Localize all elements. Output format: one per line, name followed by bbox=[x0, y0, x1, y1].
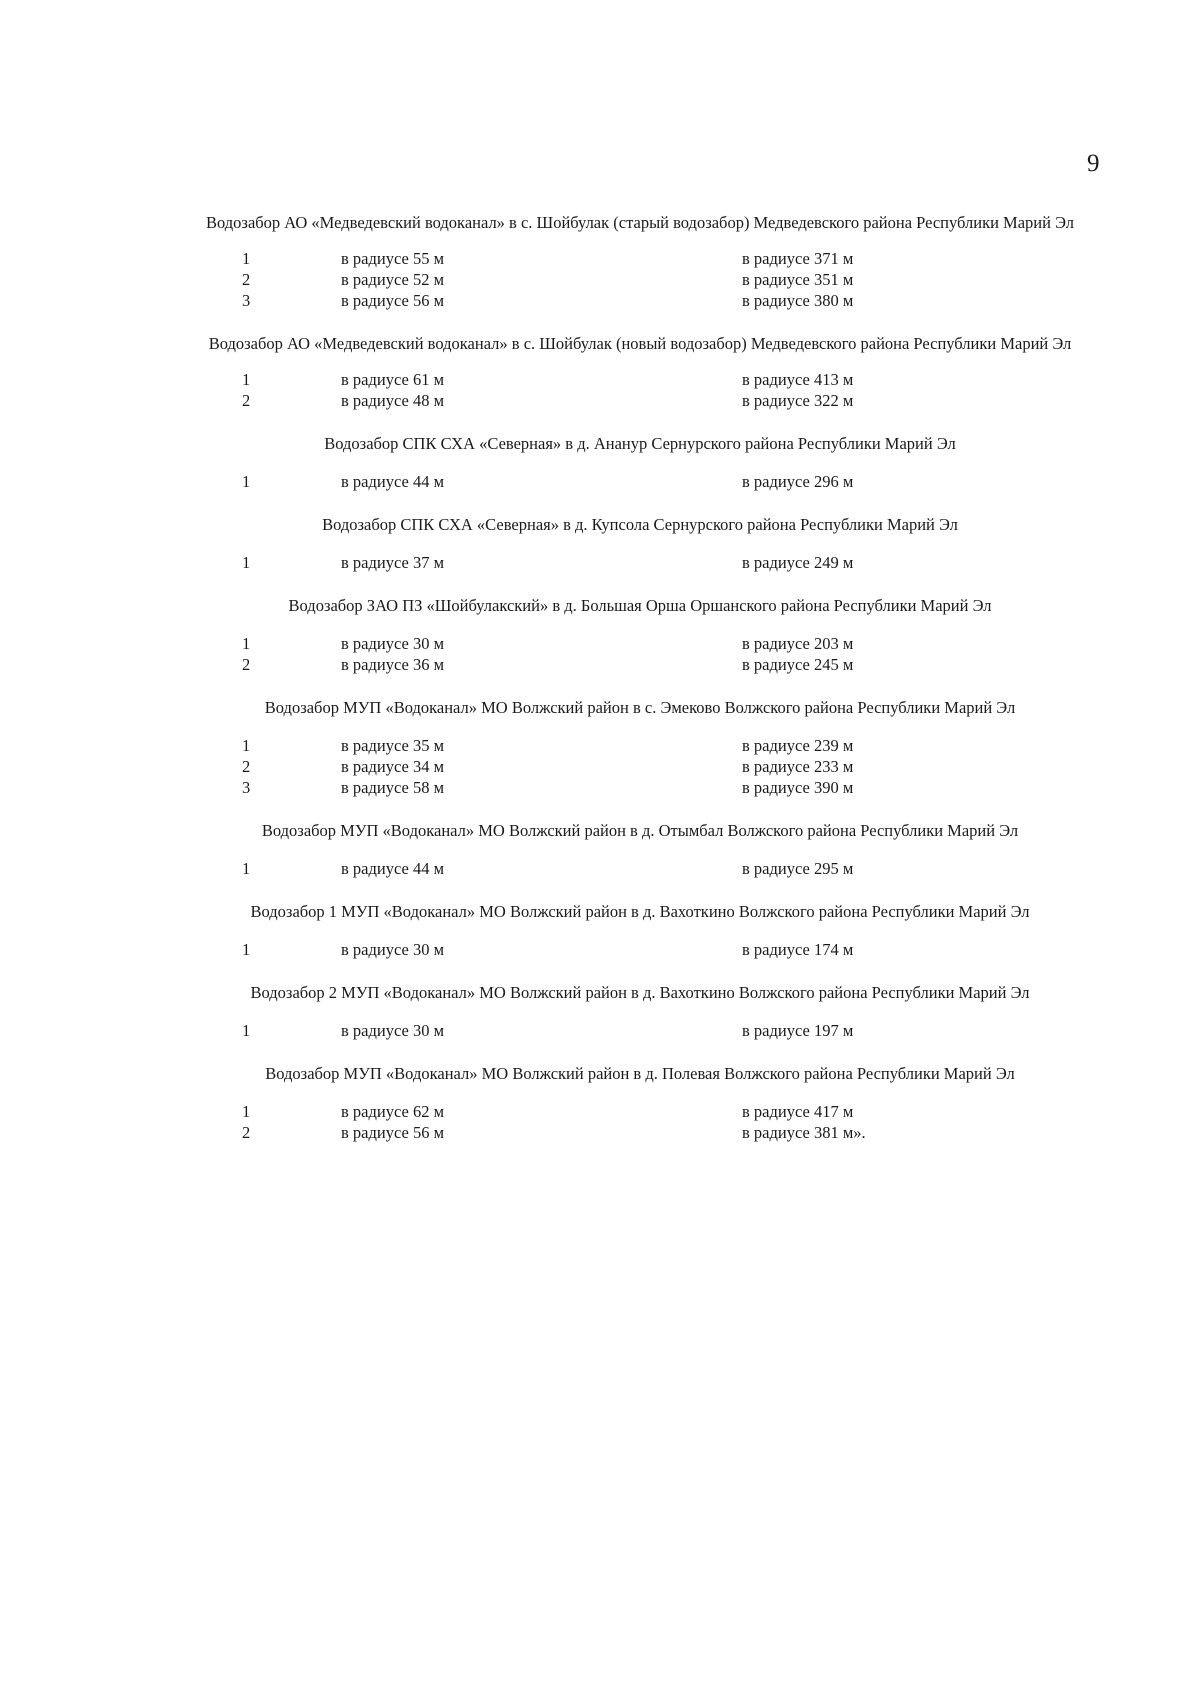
water-intake-section bbox=[195, 595, 1085, 675]
table-row bbox=[195, 858, 1085, 879]
water-intake-section bbox=[195, 697, 1085, 798]
radius-table bbox=[195, 1020, 1085, 1041]
second-belt-radius: в радиусе 413 м bbox=[742, 370, 854, 389]
first-belt-radius: в радиусе 30 м bbox=[341, 1021, 445, 1040]
water-intake-section bbox=[195, 433, 1085, 492]
well-number: 1 bbox=[242, 370, 251, 389]
well-number: 1 bbox=[242, 553, 251, 572]
first-belt-radius: в радиусе 52 м bbox=[341, 270, 445, 289]
second-belt-radius: в радиусе 296 м bbox=[742, 472, 854, 491]
second-belt-radius: в радиусе 249 м bbox=[742, 553, 854, 572]
first-belt-radius: в радиусе 58 м bbox=[341, 778, 445, 797]
page-number: 9 bbox=[1087, 150, 1100, 177]
second-belt-radius: в радиусе 174 м bbox=[742, 940, 854, 959]
well-number: 2 bbox=[242, 1123, 251, 1142]
first-belt-radius: в радиусе 48 м bbox=[341, 391, 445, 410]
second-belt-radius: в радиусе 295 м bbox=[742, 859, 854, 878]
radius-table bbox=[195, 735, 1085, 798]
section-title: Водозабор СПК СХА «Северная» в д. Купсола Сернурского района Республики Марий Эл bbox=[322, 515, 958, 534]
well-number: 1 bbox=[242, 472, 251, 491]
second-belt-radius: в радиусе 203 м bbox=[742, 634, 854, 653]
water-intake-section bbox=[195, 514, 1085, 573]
section-title: Водозабор МУП «Водоканал» МО Волжский район в д. Полевая Волжского района Республики Марий Эл bbox=[265, 1064, 1015, 1083]
well-number: 1 bbox=[242, 1102, 251, 1121]
well-number: 1 bbox=[242, 1021, 251, 1040]
second-belt-radius: в радиусе 417 м bbox=[742, 1102, 854, 1121]
section-title: Водозабор АО «Медведевский водоканал» в с. Шойбулак (старый водозабор) Медведевского района Республики Марий Эл bbox=[206, 213, 1074, 232]
well-number: 2 bbox=[242, 757, 251, 776]
second-belt-radius: в радиусе 380 м bbox=[742, 291, 854, 310]
table-row bbox=[195, 290, 1085, 311]
water-intake-section bbox=[195, 901, 1085, 960]
table-row bbox=[195, 269, 1085, 290]
water-intake-section bbox=[195, 982, 1085, 1041]
section-title: Водозабор 2 МУП «Водоканал» МО Волжский район в д. Вахоткино Волжского района Республики Марий Эл bbox=[250, 983, 1030, 1002]
water-intake-section bbox=[195, 333, 1085, 411]
second-belt-radius: в радиусе 371 м bbox=[742, 249, 854, 268]
section-title: Водозабор МУП «Водоканал» МО Волжский район в с. Эмеково Волжского района Республики Марий Эл bbox=[264, 698, 1016, 717]
table-row bbox=[195, 471, 1085, 492]
first-belt-radius: в радиусе 37 м bbox=[341, 553, 445, 572]
table-row bbox=[195, 633, 1085, 654]
second-belt-radius: в радиусе 233 м bbox=[742, 757, 854, 776]
first-belt-radius: в радиусе 55 м bbox=[341, 249, 445, 268]
water-intake-section bbox=[195, 820, 1085, 879]
first-belt-radius: в радиусе 56 м bbox=[341, 1123, 445, 1142]
document-content bbox=[195, 212, 1085, 1165]
section-title: Водозабор ЗАО ПЗ «Шойбулакский» в д. Большая Орша Оршанского района Республики Марий Эл bbox=[288, 596, 992, 615]
second-belt-radius: в радиусе 239 м bbox=[742, 736, 854, 755]
well-number: 3 bbox=[242, 291, 251, 310]
first-belt-radius: в радиусе 36 м bbox=[341, 655, 445, 674]
table-row bbox=[195, 390, 1085, 411]
radius-table bbox=[195, 471, 1085, 492]
second-belt-radius: в радиусе 381 м». bbox=[742, 1123, 866, 1142]
first-belt-radius: в радиусе 61 м bbox=[341, 370, 445, 389]
well-number: 3 bbox=[242, 778, 251, 797]
well-number: 1 bbox=[242, 634, 251, 653]
radius-table bbox=[195, 858, 1085, 879]
table-row bbox=[195, 735, 1085, 756]
radius-table bbox=[195, 633, 1085, 675]
second-belt-radius: в радиусе 197 м bbox=[742, 1021, 854, 1040]
first-belt-radius: в радиусе 30 м bbox=[341, 940, 445, 959]
table-row bbox=[195, 1101, 1085, 1122]
second-belt-radius: в радиусе 322 м bbox=[742, 391, 854, 410]
table-row bbox=[195, 654, 1085, 675]
well-number: 1 bbox=[242, 736, 251, 755]
second-belt-radius: в радиусе 245 м bbox=[742, 655, 854, 674]
well-number: 1 bbox=[242, 859, 251, 878]
table-row bbox=[195, 939, 1085, 960]
well-number: 1 bbox=[242, 940, 251, 959]
well-number: 2 bbox=[242, 270, 251, 289]
first-belt-radius: в радиусе 35 м bbox=[341, 736, 445, 755]
water-intake-section bbox=[195, 1063, 1085, 1143]
first-belt-radius: в радиусе 56 м bbox=[341, 291, 445, 310]
well-number: 2 bbox=[242, 655, 251, 674]
first-belt-radius: в радиусе 30 м bbox=[341, 634, 445, 653]
radius-table bbox=[195, 939, 1085, 960]
radius-table bbox=[195, 1101, 1085, 1143]
second-belt-radius: в радиусе 351 м bbox=[742, 270, 854, 289]
first-belt-radius: в радиусе 44 м bbox=[341, 472, 445, 491]
first-belt-radius: в радиусе 62 м bbox=[341, 1102, 445, 1121]
section-title: Водозабор 1 МУП «Водоканал» МО Волжский район в д. Вахоткино Волжского района Республики Марий Эл bbox=[250, 902, 1030, 921]
table-row bbox=[195, 1020, 1085, 1041]
second-belt-radius: в радиусе 390 м bbox=[742, 778, 854, 797]
first-belt-radius: в радиусе 34 м bbox=[341, 757, 445, 776]
table-row bbox=[195, 552, 1085, 573]
well-number: 2 bbox=[242, 391, 251, 410]
well-number: 1 bbox=[242, 249, 251, 268]
table-row bbox=[195, 756, 1085, 777]
water-intake-section bbox=[195, 212, 1085, 311]
table-row bbox=[195, 777, 1085, 798]
table-row bbox=[195, 369, 1085, 390]
table-row bbox=[195, 1122, 1085, 1143]
radius-table bbox=[195, 552, 1085, 573]
section-title: Водозабор АО «Медведевский водоканал» в с. Шойбулак (новый водозабор) Медведевского района Республики Марий Эл bbox=[208, 334, 1072, 353]
section-title: Водозабор МУП «Водоканал» МО Волжский район в д. Отымбал Волжского района Республики Марий Эл bbox=[261, 821, 1019, 840]
radius-table bbox=[195, 248, 1085, 311]
table-row bbox=[195, 248, 1085, 269]
section-title: Водозабор СПК СХА «Северная» в д. Ананур Сернурского района Республики Марий Эл bbox=[324, 434, 956, 453]
radius-table bbox=[195, 369, 1085, 411]
first-belt-radius: в радиусе 44 м bbox=[341, 859, 445, 878]
